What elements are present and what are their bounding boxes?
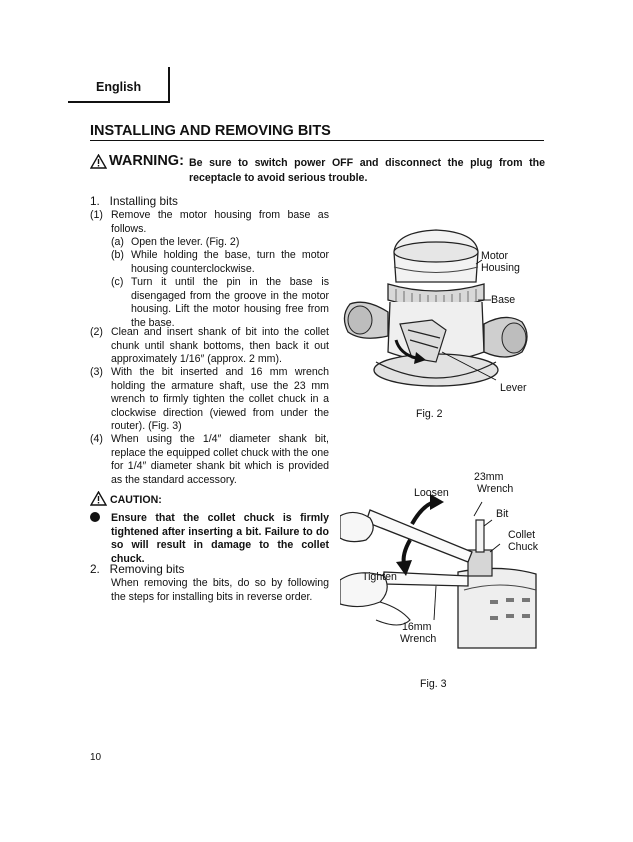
fig3-wrench-illustration xyxy=(340,480,540,650)
fig2-label-motor: Motor xyxy=(481,250,509,262)
step2-heading: 2. Removing bits xyxy=(90,562,185,576)
section-rule xyxy=(90,140,544,141)
fig3-label-tighten: Tighten xyxy=(362,571,397,583)
fig3-label-bit: Bit xyxy=(496,508,509,520)
step1-heading: 1. Installing bits xyxy=(90,194,178,208)
language-label: English xyxy=(96,80,142,94)
section-title: INSTALLING AND REMOVING BITS xyxy=(90,123,331,139)
step1-num-4: (4) xyxy=(90,433,103,445)
fig3-label-wrench-bottom: Wrench xyxy=(400,633,437,645)
fig3-label-loosen: Loosen xyxy=(414,487,449,499)
step2-text: When removing the bits, do so by following the steps for installing bits in reverse order. xyxy=(111,577,329,603)
warning-triangle-icon xyxy=(90,154,107,169)
step1-sub-a: Open the lever. (Fig. 2) xyxy=(131,236,240,248)
warning-text: Be sure to switch power OFF and disconnect the plug from the receptacle to avoid serious trouble. xyxy=(189,157,545,184)
step1-num-3: (3) xyxy=(90,366,103,378)
fig2-label-base: Base xyxy=(491,294,516,306)
page-number: 10 xyxy=(90,752,102,763)
step1-item-2: Clean and insert shank of bit into the collet chunk until shank bottoms, then back it out approximately 1/16″ (approx. 2 mm). xyxy=(111,326,329,365)
warning-label: WARNING: xyxy=(109,153,184,169)
fig3-label-23mm: 23mm xyxy=(474,471,504,483)
step1-item-1: Remove the motor housing from base as follows. xyxy=(111,209,329,235)
fig2-caption: Fig. 2 xyxy=(416,408,443,420)
caution-text: Ensure that the collet chuck is firmly tightened after inserting a bit. Failure to do so will result in damage to the collet chuck. xyxy=(111,512,329,566)
fig3-caption: Fig. 3 xyxy=(420,678,447,690)
fig3-label-16mm: 16mm xyxy=(402,621,432,633)
fig3-label-chuck: Chuck xyxy=(508,541,539,553)
step1-sub-a-num: (a) xyxy=(111,236,124,248)
step1-sub-c-num: (c) xyxy=(111,276,124,288)
fig2-router-illustration xyxy=(336,212,536,402)
step1-sub-b-num: (b) xyxy=(111,249,124,261)
step1-item-3: With the bit inserted and 16 mm wrench holding the armature shaft, use the 23 mm wrench to firmly tighten the collet chuck in a clockwise direction (viewed from under the router). (Fig. 3) xyxy=(111,366,329,432)
fig3-label-wrench-top: Wrench xyxy=(477,483,514,495)
fig2-label-housing: Housing xyxy=(481,262,520,274)
fig3-label-collet: Collet xyxy=(508,529,536,541)
caution-triangle-icon xyxy=(90,491,107,506)
step1-num-1: (1) xyxy=(90,209,103,221)
step1-num-2: (2) xyxy=(90,326,103,338)
caution-label: CAUTION: xyxy=(110,494,162,506)
fig2-label-lever: Lever xyxy=(500,382,527,394)
step1-item-4: When using the 1/4″ diameter shank bit, replace the equipped collet chuck with the one for 1/4″ diameter shank bit which is provided as the standard accessory. xyxy=(111,433,329,486)
bullet-dot xyxy=(90,512,100,522)
step1-sub-b: While holding the base, turn the motor housing counterclockwise. xyxy=(131,249,329,275)
step1-sub-c: Turn it until the pin in the base is disengaged from the groove in the motor housing. Lift the motor housing free from the base. xyxy=(131,276,329,329)
